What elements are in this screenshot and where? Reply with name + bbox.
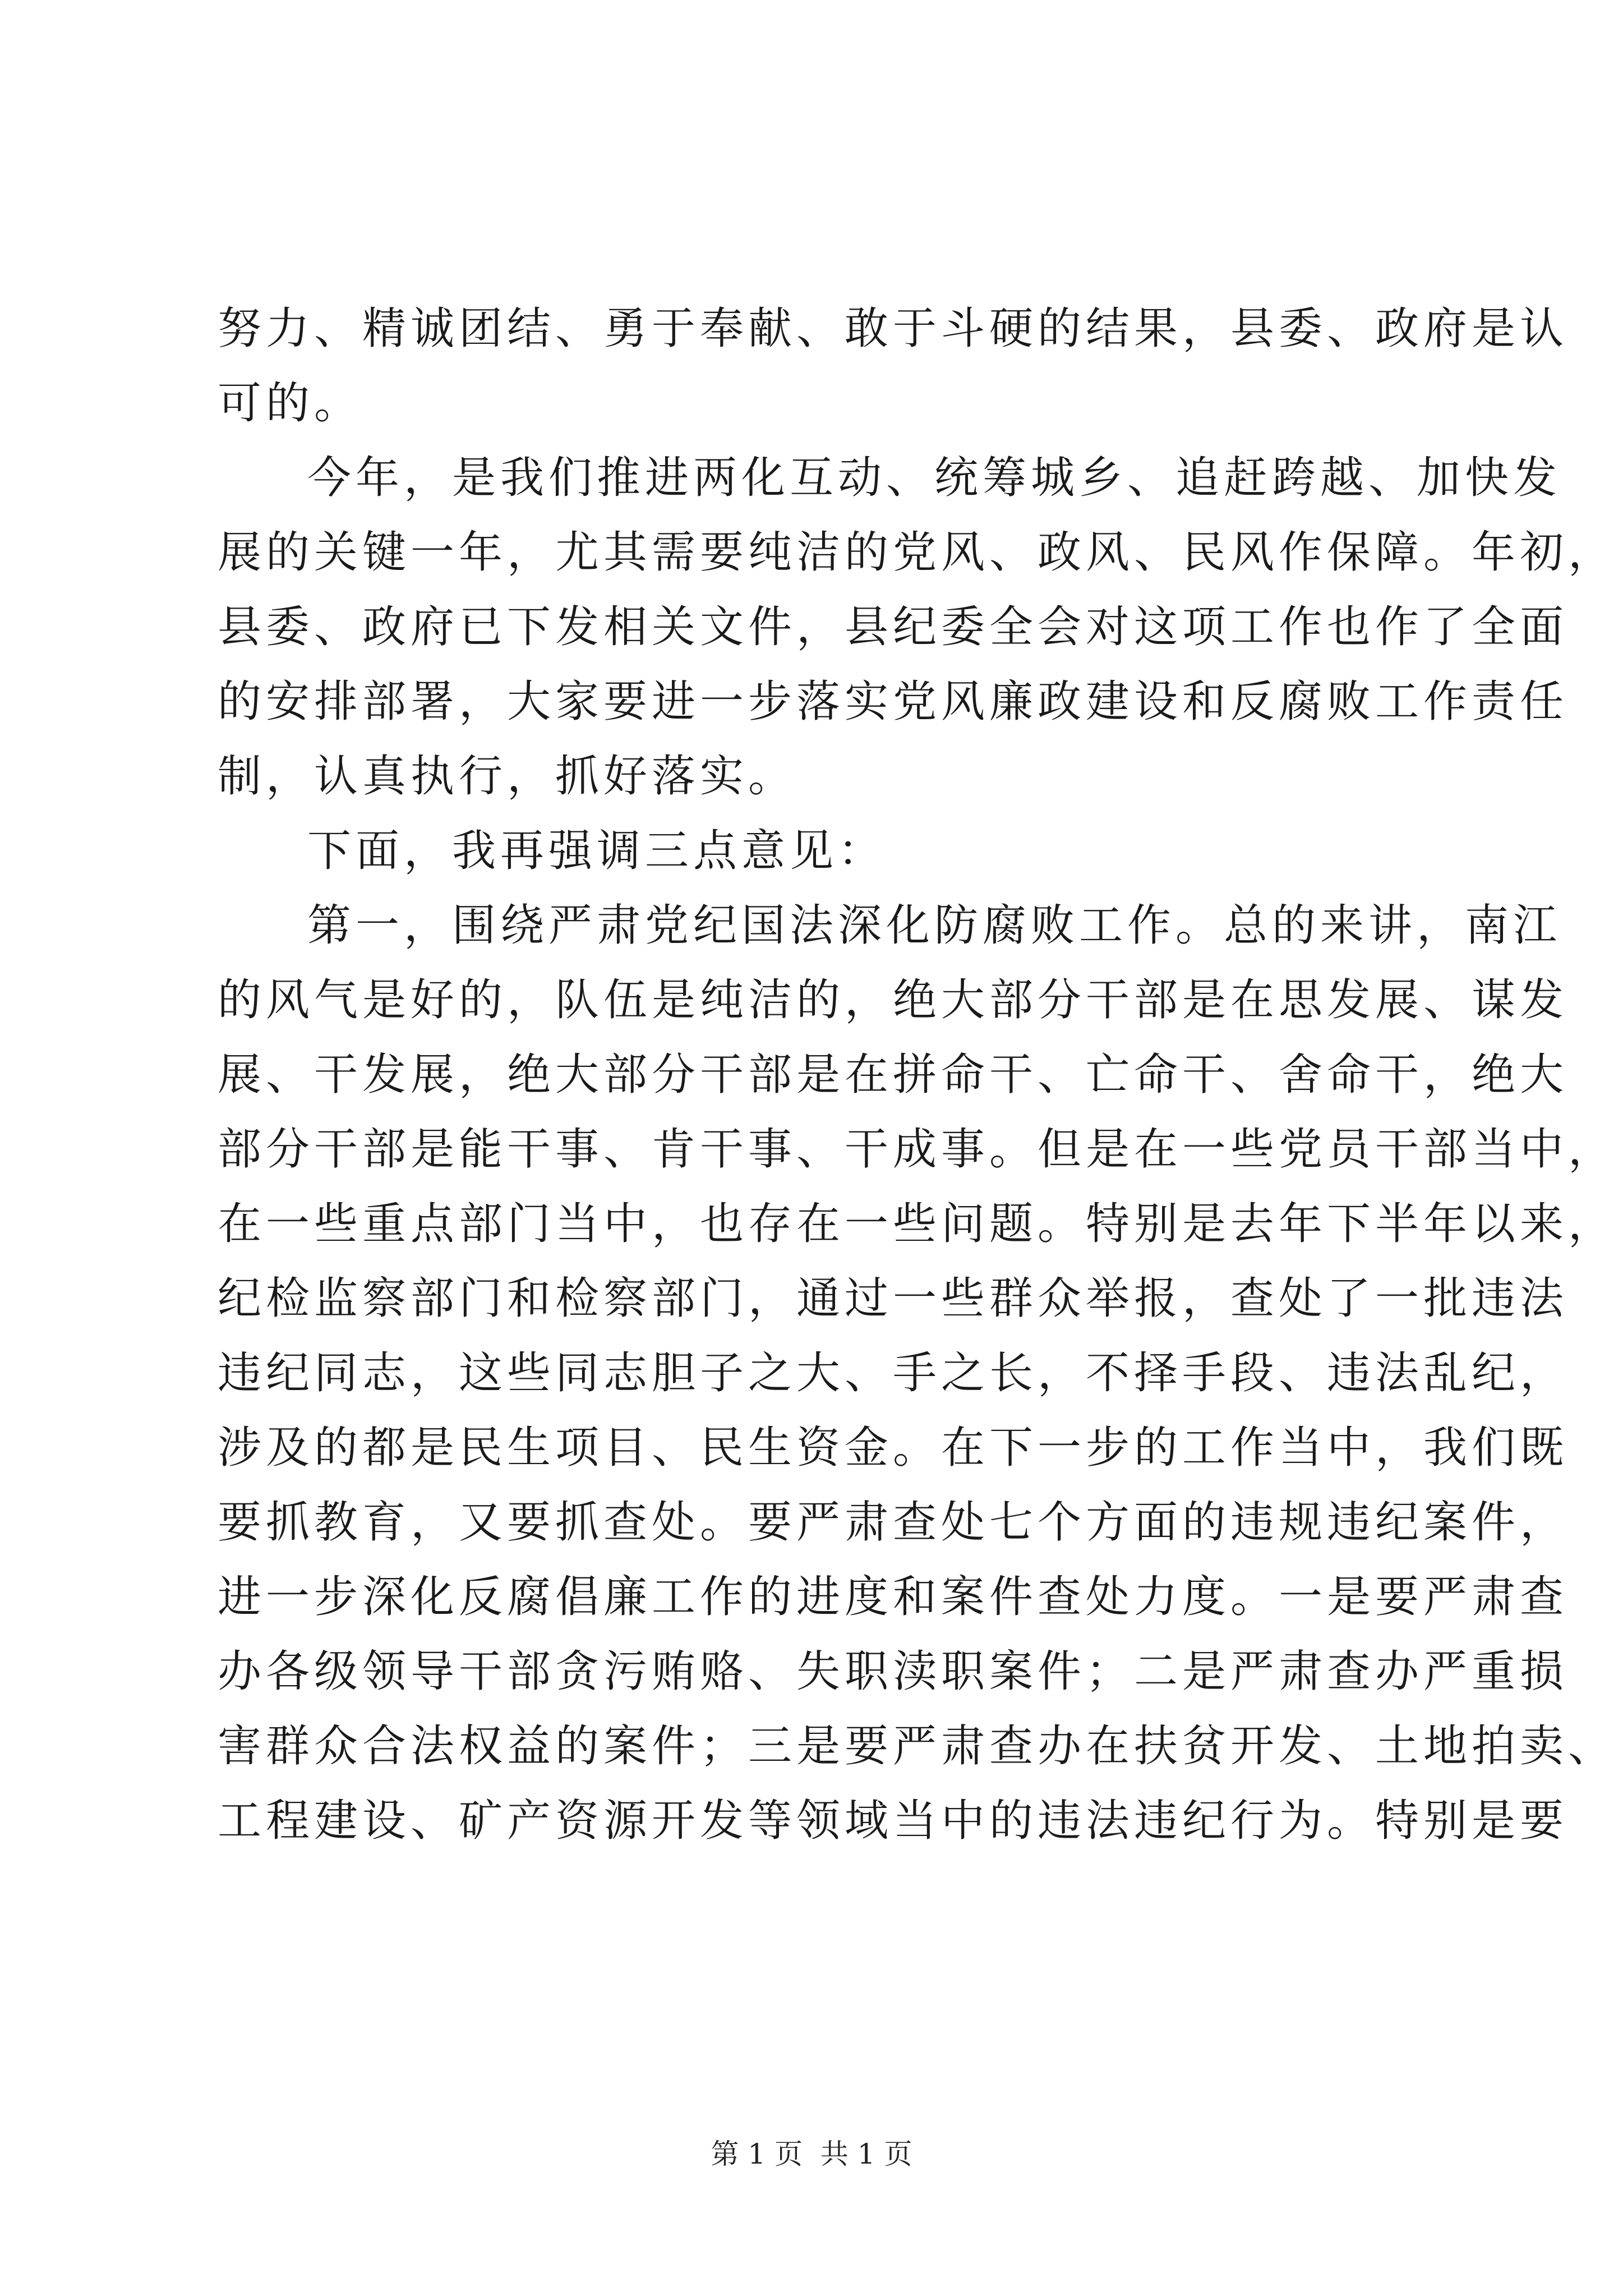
text-line: 可的。 — [218, 378, 363, 429]
text-line: 第一，围绕严肃党纪国法深化防腐败工作。总的来讲，南江 — [307, 900, 1562, 951]
text-line: 今年，是我们推进两化互动、统筹城乡、追赶跨越、加快发 — [307, 453, 1562, 503]
text-line: 工程建设、矿产资源开发等领域当中的违法违纪行为。特别是要 — [218, 1796, 1569, 1846]
text-line: 制，认真执行，抓好落实。 — [218, 751, 797, 802]
text-line: 纪检监察部门和检察部门，通过一些群众举报，查处了一批违法 — [218, 1273, 1569, 1324]
text-line: 进一步深化反腐倡廉工作的进度和案件查处力度。一是要严肃查 — [218, 1572, 1569, 1622]
text-line: 努力、精诚团结、勇于奉献、敢于斗硬的结果，县委、政府是认 — [218, 303, 1569, 354]
text-line: 在一些重点部门当中，也存在一些问题。特别是去年下半年以来， — [218, 1199, 1617, 1249]
text-line: 展、干发展，绝大部分干部是在拼命干、亡命干、舍命干，绝大 — [218, 1050, 1569, 1100]
text-line: 害群众合法权益的案件；三是要严肃查办在扶贫开发、土地拍卖、 — [218, 1721, 1617, 1772]
page-footer: 第 1 页 共 1 页 — [711, 2138, 912, 2170]
text-line: 的风气是好的，队伍是纯洁的，绝大部分干部是在思发展、谋发 — [218, 975, 1569, 1025]
text-line: 涉及的都是民生项目、民生资金。在下一步的工作当中，我们既 — [218, 1423, 1569, 1473]
text-line: 的安排部署，大家要进一步落实党风廉政建设和反腐败工作责任 — [218, 677, 1569, 727]
text-line: 要抓教育，又要抓查处。要严肃查处七个方面的违规违纪案件， — [218, 1497, 1569, 1548]
text-line: 部分干部是能干事、肯干事、干成事。但是在一些党员干部当中， — [218, 1124, 1617, 1175]
text-line: 展的关键一年，尤其需要纯洁的党风、政风、民风作保障。年初， — [218, 527, 1617, 578]
body-text — [218, 292, 1617, 1858]
text-line: 县委、政府已下发相关文件，县纪委全会对这项工作也作了全面 — [218, 602, 1569, 652]
text-line: 办各级领导干部贪污贿赂、失职渎职案件；二是严肃查办严重损 — [218, 1646, 1569, 1697]
text-line: 违纪同志，这些同志胆子之大、手之长，不择手段、违法乱纪， — [218, 1348, 1569, 1398]
text-line: 下面，我再强调三点意见： — [307, 826, 887, 876]
